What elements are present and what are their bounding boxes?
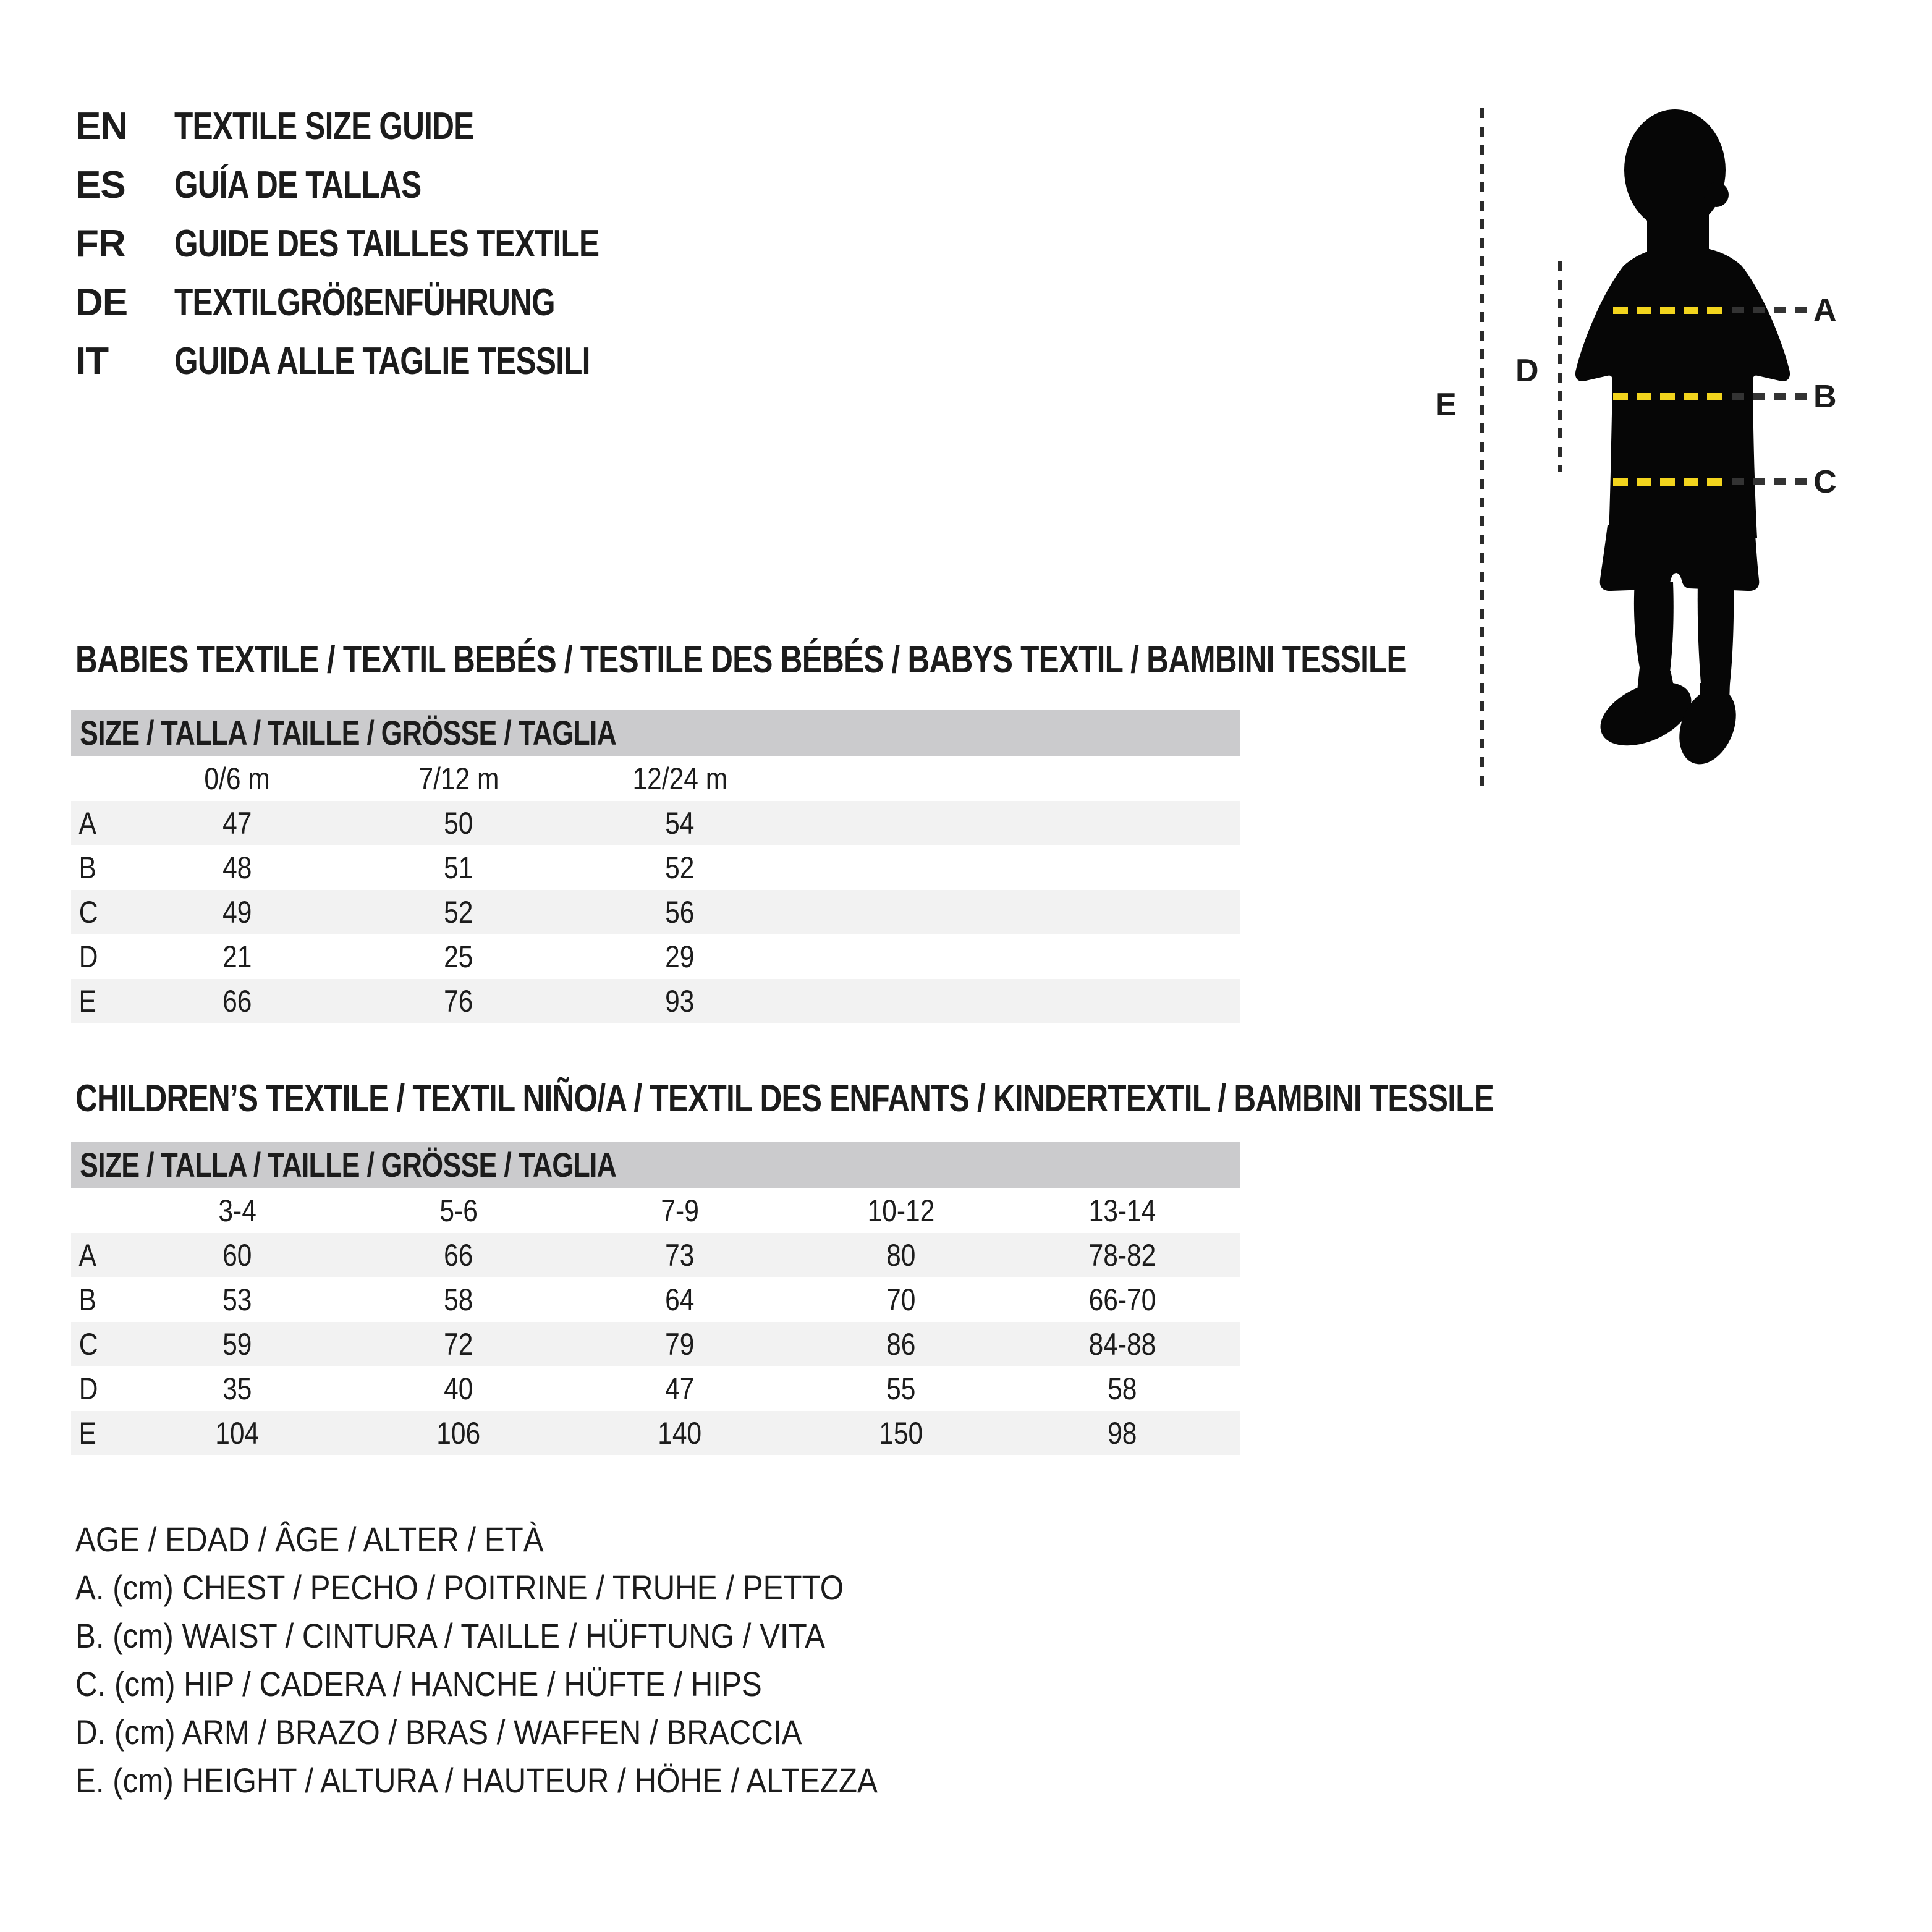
lang-code: DE <box>75 281 128 324</box>
table-cell: 64 <box>665 1282 695 1317</box>
table-cell: 58 <box>444 1282 473 1317</box>
table-cell: 25 <box>444 939 473 974</box>
babies-column-header-row <box>71 756 1240 801</box>
waist-line-dark <box>1732 393 1807 400</box>
row-label: B <box>78 850 96 885</box>
measure-label-d: D <box>1515 353 1539 389</box>
babies-size-header-bar: SIZE / TALLA / TAILLE / GRÖSSE / TAGLIA <box>71 710 1240 756</box>
children-size-table <box>71 1142 1240 1455</box>
table-row-e <box>71 1411 1240 1455</box>
legend-chest: A. (cm) CHEST / PECHO / POITRINE / TRUHE / PETTO <box>75 1568 844 1607</box>
measurement-figure <box>1421 93 1932 853</box>
column-header: 13-14 <box>1088 1193 1156 1228</box>
guide-title-es: GUÍA DE TALLAS <box>174 163 422 206</box>
column-header: 10-12 <box>867 1193 935 1228</box>
table-cell: 55 <box>886 1371 916 1406</box>
table-cell: 150 <box>879 1416 923 1451</box>
table-cell: 40 <box>444 1371 473 1406</box>
hip-line-yellow <box>1613 478 1728 486</box>
children-column-header-row <box>71 1188 1240 1233</box>
shorts <box>1600 525 1760 591</box>
column-header: 0/6 m <box>204 761 271 796</box>
language-title-list <box>75 97 705 391</box>
column-header: 12/24 m <box>632 761 727 796</box>
column-header: 7-9 <box>661 1193 699 1228</box>
table-cell: 35 <box>222 1371 252 1406</box>
table-cell: 47 <box>665 1371 695 1406</box>
guide-title-fr: GUIDE DES TAILLES TEXTILE <box>174 222 600 265</box>
waist-line-yellow <box>1613 393 1728 400</box>
table-cell: 47 <box>222 806 252 841</box>
measure-label-e: E <box>1435 387 1457 423</box>
children-section-title: CHILDREN’S TEXTILE / TEXTIL NIÑO/A / TEXTIL DES ENFANTS / KINDERTEXTIL / BAMBINI TESSILE <box>75 1077 1494 1120</box>
table-cell: 52 <box>444 895 473 930</box>
table-cell: 73 <box>665 1238 695 1273</box>
row-label: E <box>78 1416 96 1451</box>
table-row-d <box>71 934 1240 979</box>
lang-row-fr <box>75 214 705 273</box>
table-cell: 50 <box>444 806 473 841</box>
lang-row-es <box>75 156 705 214</box>
row-label: A <box>78 806 96 841</box>
table-cell: 104 <box>215 1416 260 1451</box>
table-cell: 66 <box>444 1238 473 1273</box>
table-cell: 72 <box>444 1327 473 1362</box>
hip-line-dark <box>1732 478 1807 485</box>
measure-label-a: A <box>1813 292 1837 328</box>
table-cell: 80 <box>886 1238 916 1273</box>
legend-height: E. (cm) HEIGHT / ALTURA / HAUTEUR / HÖHE / ALTEZZA <box>75 1761 878 1800</box>
lang-code: ES <box>75 163 125 206</box>
legend-waist: B. (cm) WAIST / CINTURA / TAILLE / HÜFTUNG / VITA <box>75 1616 825 1655</box>
ear-bump <box>1704 182 1729 207</box>
table-cell: 106 <box>436 1416 481 1451</box>
row-label: D <box>78 1371 98 1406</box>
legend-age: AGE / EDAD / ÂGE / ALTER / ETÀ <box>75 1520 544 1559</box>
babies-section-title: BABIES TEXTILE / TEXTIL BEBÉS / TESTILE DES BÉBÉS / BABYS TEXTIL / BAMBINI TESSILE <box>75 638 1407 681</box>
row-label: C <box>78 895 98 930</box>
lang-code: FR <box>75 222 125 265</box>
chest-line-yellow <box>1613 307 1728 314</box>
table-cell: 66-70 <box>1088 1282 1156 1317</box>
row-label: B <box>78 1282 96 1317</box>
measurement-legend <box>75 1515 987 1805</box>
table-cell: 54 <box>665 806 695 841</box>
table-cell: 84-88 <box>1088 1327 1156 1362</box>
table-cell: 93 <box>665 984 695 1019</box>
table-row-b <box>71 845 1240 890</box>
column-header: 7/12 m <box>418 761 499 796</box>
table-cell: 78-82 <box>1088 1238 1156 1273</box>
legend-hip: C. (cm) HIP / CADERA / HANCHE / HÜFTE / HIPS <box>75 1664 762 1703</box>
table-row-d <box>71 1366 1240 1411</box>
table-cell: 140 <box>658 1416 702 1451</box>
table-row-b <box>71 1277 1240 1322</box>
column-header: 3-4 <box>218 1193 256 1228</box>
table-cell: 58 <box>1108 1371 1137 1406</box>
lang-code: EN <box>75 104 128 148</box>
guide-title-it: GUIDA ALLE TAGLIE TESSILI <box>174 339 590 383</box>
table-cell: 98 <box>1108 1416 1137 1451</box>
lang-row-it <box>75 332 705 391</box>
table-cell: 59 <box>222 1327 252 1362</box>
table-cell: 86 <box>886 1327 916 1362</box>
table-cell: 48 <box>222 850 252 885</box>
shirt <box>1575 246 1790 538</box>
right-ankle <box>1699 682 1730 723</box>
table-cell: 21 <box>222 939 252 974</box>
row-label: D <box>78 939 98 974</box>
table-cell: 66 <box>222 984 252 1019</box>
measure-label-c: C <box>1813 464 1837 500</box>
children-size-header-bar: SIZE / TALLA / TAILLE / GRÖSSE / TAGLIA <box>71 1142 1240 1188</box>
height-measure-line-e <box>1480 108 1484 788</box>
table-row-a <box>71 1233 1240 1277</box>
table-cell: 79 <box>665 1327 695 1362</box>
table-cell: 49 <box>222 895 252 930</box>
table-cell: 76 <box>444 984 473 1019</box>
table-cell: 60 <box>222 1238 252 1273</box>
table-cell: 56 <box>665 895 695 930</box>
row-label: A <box>78 1238 96 1273</box>
lang-code: IT <box>75 339 109 383</box>
table-cell: 53 <box>222 1282 252 1317</box>
table-cell: 70 <box>886 1282 916 1317</box>
chest-line-dark <box>1732 307 1807 313</box>
babies-size-table <box>71 710 1240 1023</box>
table-row-e <box>71 979 1240 1023</box>
column-header: 5-6 <box>439 1193 478 1228</box>
lang-row-en <box>75 97 705 156</box>
table-row-a <box>71 801 1240 845</box>
lang-row-de <box>75 273 705 332</box>
table-cell: 51 <box>444 850 473 885</box>
row-label: C <box>78 1327 98 1362</box>
arm-measure-line-d <box>1558 261 1562 472</box>
row-label: E <box>78 984 96 1019</box>
table-cell: 29 <box>665 939 695 974</box>
measure-label-b: B <box>1813 379 1837 415</box>
guide-title-en: TEXTILE SIZE GUIDE <box>174 104 474 148</box>
table-row-c <box>71 890 1240 934</box>
table-row-c <box>71 1322 1240 1366</box>
guide-title-de: TEXTILGRÖßENFÜHRUNG <box>174 281 555 324</box>
legend-arm: D. (cm) ARM / BRAZO / BRAS / WAFFEN / BRACCIA <box>75 1713 802 1752</box>
table-cell: 52 <box>665 850 695 885</box>
